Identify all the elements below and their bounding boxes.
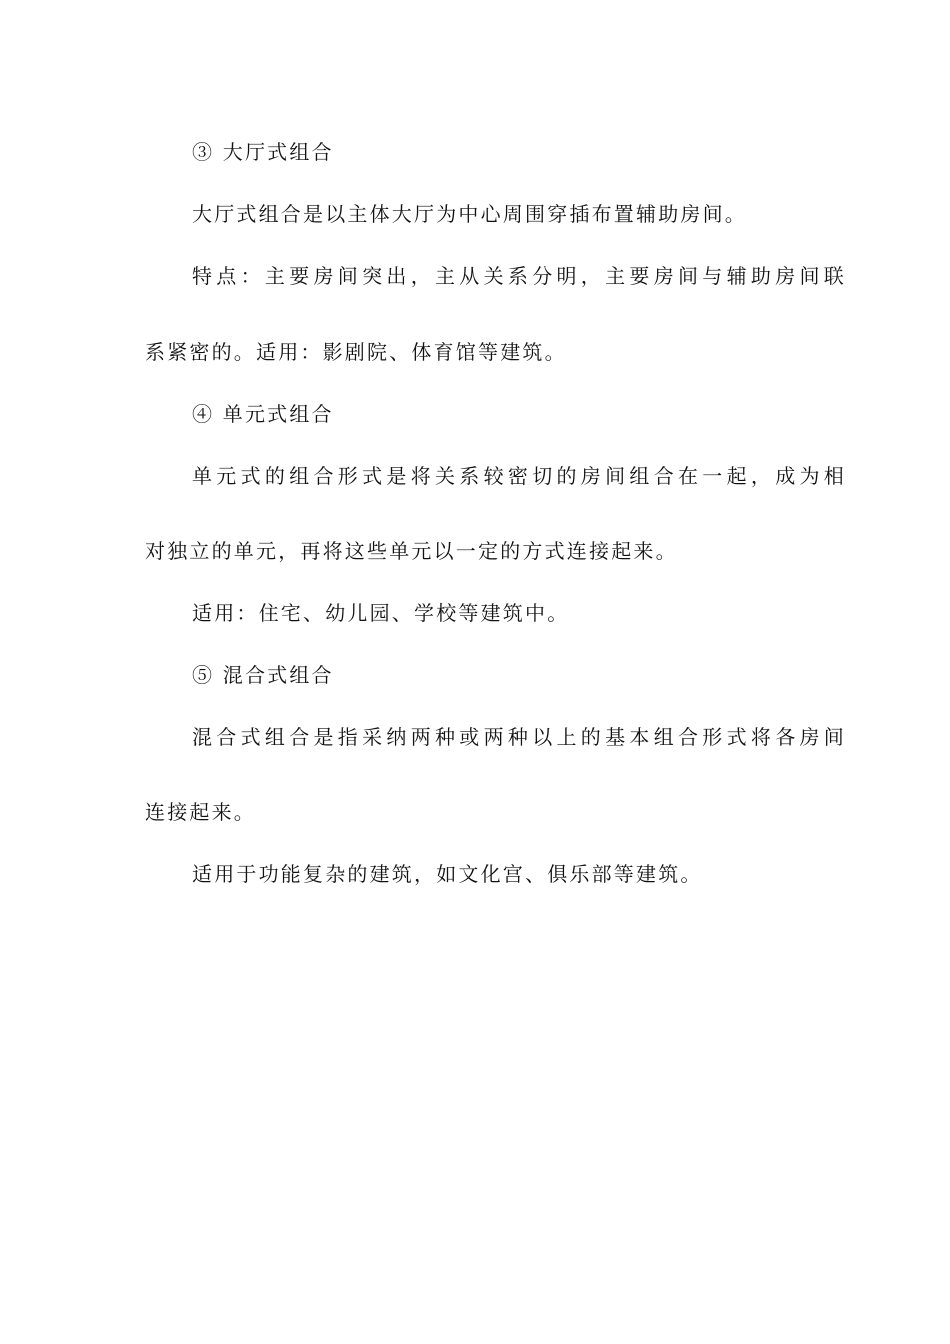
paragraph-line: 单元式的组合形式是将关系较密切的房间组合在一起，成为相 — [192, 464, 849, 488]
paragraph-line: 混合式组合是指采纳两种或两种以上的基本组合形式将各房间 — [192, 725, 849, 749]
paragraph-line: 大厅式组合是以主体大厅为中心周围穿插布置辅助房间。 — [192, 202, 747, 226]
section-heading-mixed: ⑤ 混合式组合 — [192, 663, 334, 687]
paragraph-line: 适用于功能复杂的建筑，如文化宫、俱乐部等建筑。 — [192, 862, 703, 886]
paragraph-line: 对独立的单元，再将这些单元以一定的方式连接起来。 — [145, 539, 678, 563]
paragraph-line: 连接起来。 — [145, 800, 256, 824]
section-heading-unit: ④ 单元式组合 — [192, 402, 334, 426]
section-heading-hall: ③ 大厅式组合 — [192, 140, 334, 164]
paragraph-line: 特点：主要房间突出，主从关系分明，主要房间与辅助房间联 — [192, 264, 849, 288]
paragraph-line: 系紧密的。适用：影剧院、体育馆等建筑。 — [145, 340, 567, 364]
paragraph-line: 适用：住宅、幼儿园、学校等建筑中。 — [192, 601, 570, 625]
